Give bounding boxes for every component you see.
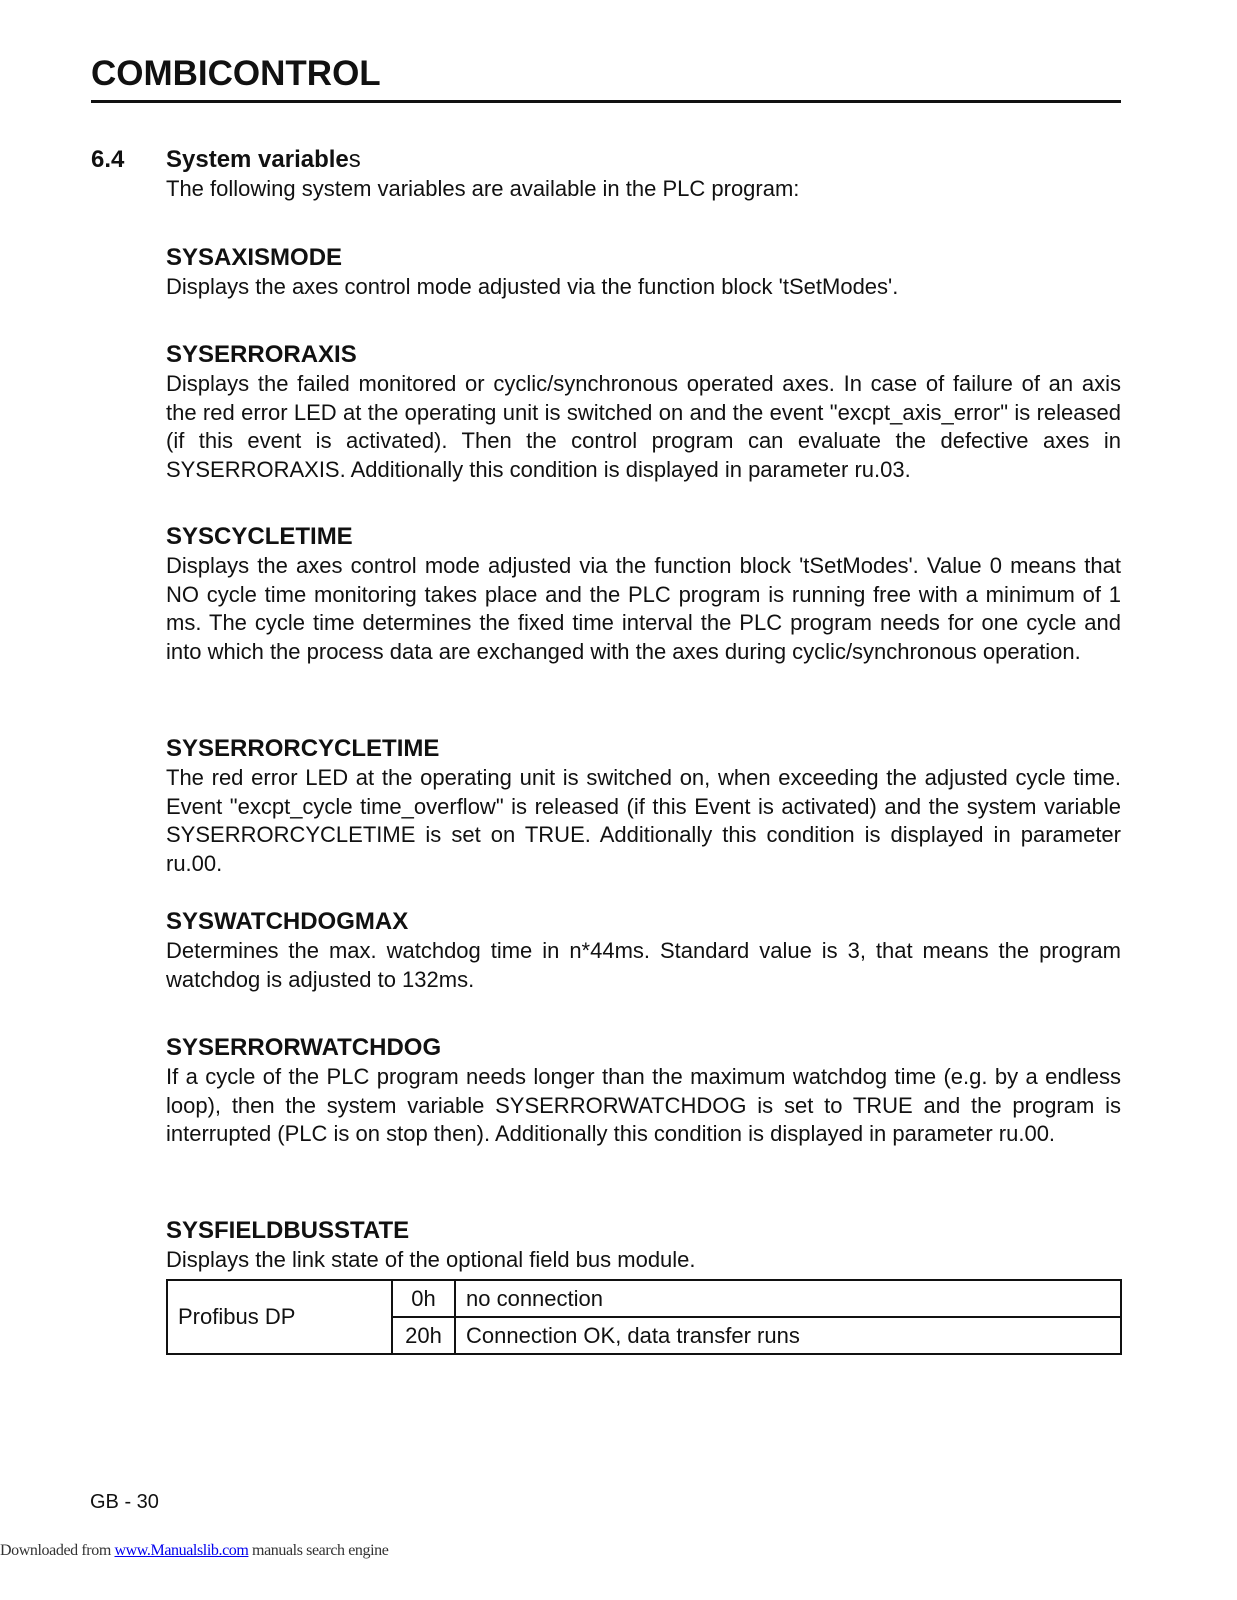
section-title [166,145,361,175]
footer-suffix: manuals search engine [248,1542,389,1559]
variable-sysfieldbusstate [166,1216,1121,1275]
variable-name: SYSERRORWATCHDOG [166,1034,442,1061]
variable-description: Determines the max. watchdog time in n*44ms. Standard value is 3, that means the program watchdog is adjusted to 132ms. [166,938,1121,992]
section-title-bold: System variable [166,146,349,173]
variable-name: SYSCYCLETIME [166,523,353,550]
variable-name: SYSFIELDBUSSTATE [166,1217,410,1244]
fieldbus-state-table [166,1279,1122,1355]
variable-syserroraxis [166,340,1121,484]
variable-description: The red error LED at the operating unit is switched on, when exceeding the adjusted cycle time. Event "excpt_cycle time_overflow" is released (if this Event is activated) and the system variable SYSERRORCYCLETIME is set on TRUE. Additionally this condition is displayed in parameter ru.00. [166,765,1121,876]
fieldbus-module-cell: Profibus DP [167,1280,392,1354]
section-title-rest: s [348,146,361,173]
variable-name: SYSERRORAXIS [166,341,357,368]
manualslib-link[interactable]: www.Manualslib.com [114,1542,249,1559]
section-number: 6.4 [91,146,125,173]
table-row [167,1280,1121,1317]
state-meaning-cell: no connection [455,1280,1121,1317]
header-divider [91,100,1121,103]
page-header [91,50,1121,98]
variable-description: Displays the axes control mode adjusted via the function block 'tSetModes'. Value 0 means that NO cycle time monitoring takes place and the PLC program is running free with a minimum of 1 ms. The cycle time determines the fixed time interval the PLC program needs for one cycle and into which the process data are exchanged with the axes during cyclic/synchronous operation. [166,553,1121,664]
page-number: GB - 30 [90,1491,159,1513]
variable-name: SYSWATCHDOGMAX [166,908,409,935]
variable-name: SYSAXISMODE [166,244,343,271]
variable-syswatchdogmax [166,907,1121,994]
variable-description: If a cycle of the PLC program needs longer than the maximum watchdog time (e.g. by a endless loop), then the system variable SYSERRORWATCHDOG is set to TRUE and the program is interrupted (PLC is on stop then). Additionally this condition is displayed in parameter ru.00. [166,1064,1121,1146]
document-title: COMBICONTROL [91,54,381,93]
footer-prefix: Downloaded from [0,1542,115,1559]
variable-syserrorwatchdog [166,1033,1121,1149]
variable-syscycletime [166,522,1121,666]
variable-description: Displays the axes control mode adjusted via the function block 'tSetModes'. [166,274,899,299]
variable-description: Displays the link state of the optional field bus module. [166,1247,696,1272]
state-code-cell: 20h [392,1317,455,1354]
variable-name: SYSERRORCYCLETIME [166,735,440,762]
variable-description: Displays the failed monitored or cyclic/synchronous operated axes. In case of failure of an axis the red error LED at the operating unit is switched on and the event "excpt_axis_error" is released (if this event is activated). Then the control program can evaluate the defective axes in SYSERRORAXIS. Additionally this condition is displayed in parameter ru.03. [166,371,1121,482]
download-footer [0,1542,388,1560]
variable-sysaxismode [166,243,1121,302]
section-intro: The following system variables are available in the PLC program: [166,176,800,201]
variable-syserrorcycletime [166,734,1121,878]
state-code-cell: 0h [392,1280,455,1317]
state-meaning-cell: Connection OK, data transfer runs [455,1317,1121,1354]
